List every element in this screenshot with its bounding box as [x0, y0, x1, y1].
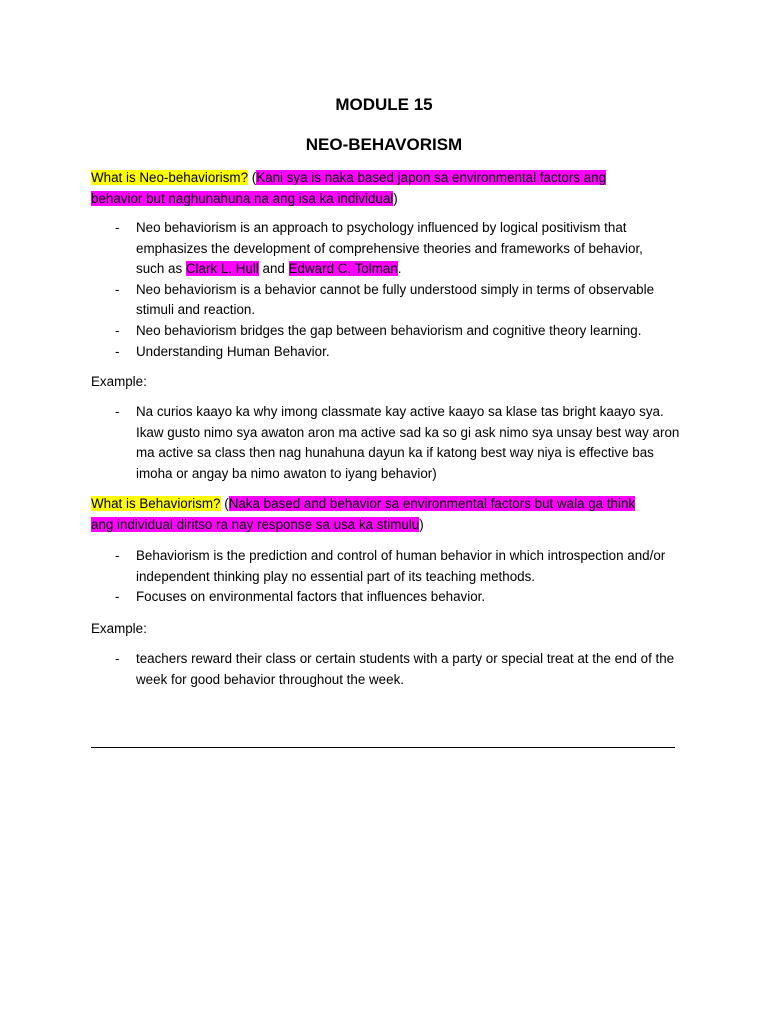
neo-example-list: [91, 402, 681, 484]
beh-question: What is Behaviorism?: [91, 496, 221, 511]
dash-bullet: -: [115, 343, 120, 359]
example-label: Example:: [91, 374, 147, 389]
neo-answer-line2: behavior but naghunahuna na ang isa ka individual: [91, 190, 394, 206]
list-item: [91, 546, 681, 587]
beh-bullet-list: [91, 546, 681, 608]
example-text: teachers reward their class or certain students with a party or special treat at the end of the week for good behavior throughout the week.: [136, 651, 675, 687]
bullet-text-connector: and: [258, 261, 289, 277]
list-item: [91, 402, 681, 484]
beh-paren-open: (: [220, 496, 229, 511]
beh-answer-line2: ang individual diritso ra nay response sa usa ka stimulu: [91, 516, 420, 532]
dash-bullet: -: [115, 548, 120, 563]
list-item: [91, 587, 681, 608]
example-text: Na curios kaayo ka why imong classmate kay active kaayo sa klase tas bright kaayo sya. Ikaw gusto nimo sya awaton aron ma active sad ka so gi ask nimo sya unsay best way aron ma active sa class then nag hunahuna dayun ka if katong best way niya is effective bas imoha or angay ba nimo awaton to iyang behavior): [136, 404, 680, 481]
highlighted-name-hull: Clark L. Hull: [185, 261, 259, 277]
bullet-text: Understanding Human Behavior.: [136, 343, 330, 359]
example-label: Example:: [91, 621, 147, 636]
list-item: [91, 280, 681, 321]
dash-bullet: -: [115, 281, 120, 297]
dash-bullet: -: [115, 220, 120, 235]
topic-title: NEO-BEHAVORISM: [305, 135, 463, 154]
neo-answer-line1: Kani sya is naka based japon sa environmental factors ang: [256, 170, 607, 185]
dash-bullet: -: [115, 404, 120, 419]
dash-bullet: -: [115, 651, 120, 666]
dash-bullet: -: [115, 589, 120, 605]
dash-bullet: -: [115, 322, 120, 338]
list-item: [91, 342, 681, 363]
list-item: [91, 321, 681, 342]
bullet-text-line: such as: [136, 261, 186, 277]
beh-paren-close: ): [419, 516, 424, 532]
bullet-text: Focuses on environmental factors that influences behavior.: [136, 589, 486, 605]
bullet-text: Behaviorism is the prediction and control of human behavior in which introspection and/or independent thinking play no essential part of its teaching methods.: [136, 548, 666, 584]
neo-question: What is Neo-behaviorism?: [91, 170, 249, 185]
neo-paren-open: (: [248, 170, 257, 185]
module-title: MODULE 15: [335, 95, 433, 114]
bullet-text: Neo behaviorism is a behavior cannot be fully understood simply in terms of observable stimuli and reaction.: [136, 281, 655, 318]
neo-paren-close: ): [393, 190, 398, 206]
beh-answer-line1: Naka based and behavior sa environmental factors but wala ga think: [228, 496, 636, 511]
bullet-text: Neo behaviorism bridges the gap between behaviorism and cognitive theory learning.: [136, 322, 642, 338]
highlighted-name-tolman: Edward C. Tolman: [288, 261, 398, 277]
neo-bullet-list: [91, 218, 681, 362]
bullet-text-end: .: [397, 261, 402, 277]
horizontal-rule: [91, 747, 675, 748]
list-item: [91, 649, 681, 690]
neo-definition: [91, 168, 681, 209]
beh-example-list: [91, 649, 681, 690]
bullet-text-line: emphasizes the development of comprehensive theories and frameworks of behavior,: [136, 240, 643, 256]
list-item: [91, 218, 681, 280]
beh-definition: [91, 494, 681, 535]
bullet-text-line: Neo behaviorism is an approach to psychology influenced by logical positivism that: [136, 220, 627, 235]
